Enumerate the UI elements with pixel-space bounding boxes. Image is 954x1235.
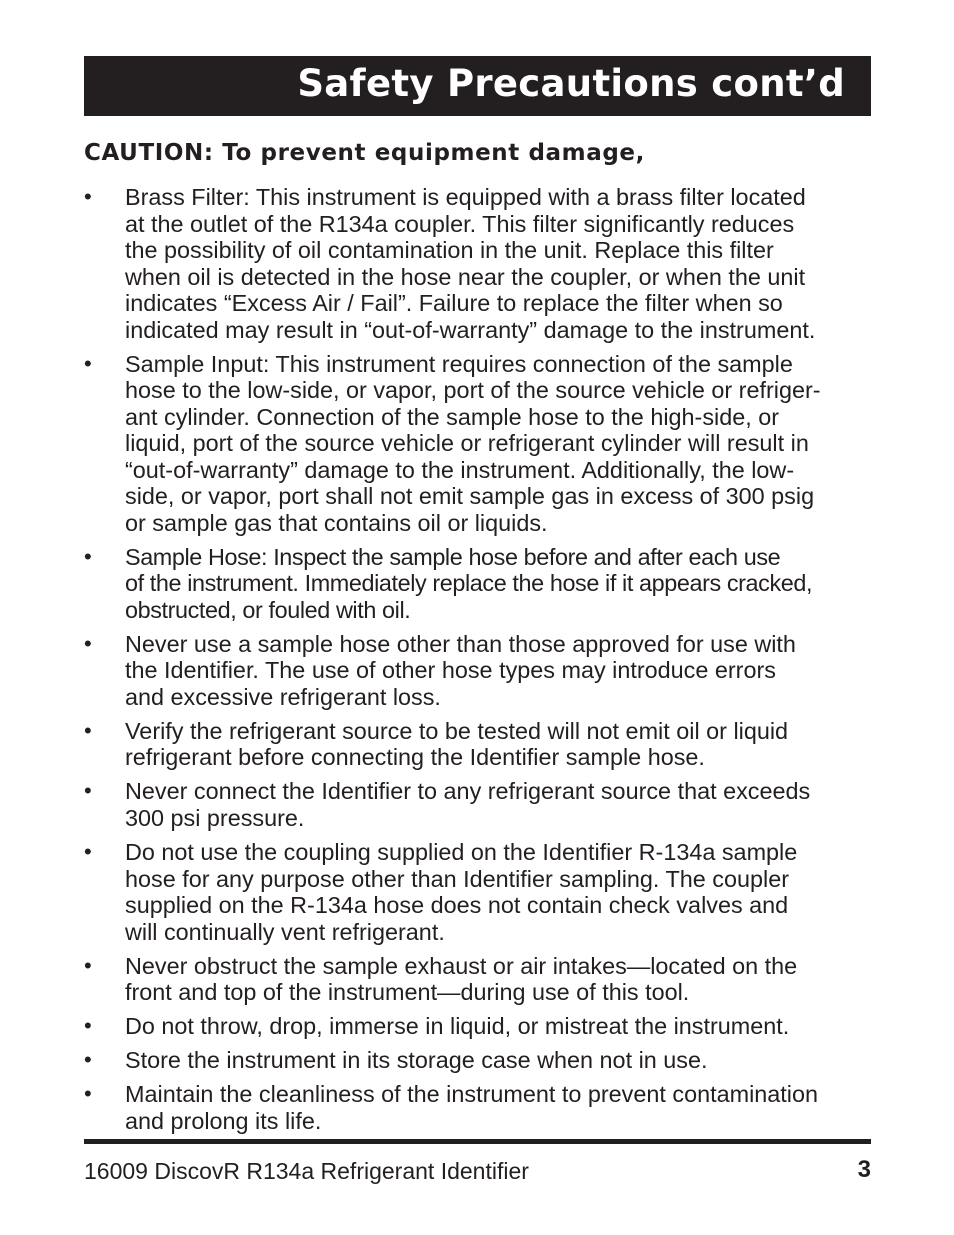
text-line: hose for any purpose other than Identifier sampling. The coupler (125, 865, 790, 892)
bullet-icon: • (84, 184, 92, 209)
page-title: Safety Precautions cont’d (297, 62, 845, 105)
bullet-icon: • (84, 952, 92, 978)
footer-document-title: 16009 DiscovR R134a Refrigerant Identifier (84, 1158, 529, 1184)
bullet-icon: • (84, 1081, 92, 1107)
text-line: front and top of the instrument—during use of this tool. (125, 979, 690, 1006)
bullet-icon: • (84, 717, 92, 743)
bullet-icon: • (84, 778, 92, 804)
text-line: when oil is detected in the hose near the coupler, or when the unit (125, 263, 806, 290)
text-line: the Identifier. The use of other hose types may introduce errors (125, 657, 776, 684)
text-line: indicated may result in “out-of-warranty” damage to the instrument. (125, 316, 816, 343)
list-item-sample-input (84, 351, 884, 537)
text-line: Verify the refrigerant source to be tested will not emit oil or liquid (125, 717, 789, 744)
text-line: or sample gas that contains oil or liquids. (125, 509, 548, 536)
text-line: ant cylinder. Connection of the sample hose to the high-side, or (125, 403, 780, 430)
text-line: Do not use the coupling supplied on the Identifier R-134a sample (125, 839, 798, 866)
bullet-icon: • (84, 630, 92, 656)
caution-heading: CAUTION: To prevent equipment damage, (84, 140, 645, 166)
precaution-list (84, 184, 884, 1142)
list-item-storage (84, 1047, 884, 1074)
text-line: at the outlet of the R134a coupler. This filter significantly reduces (125, 210, 795, 237)
list-item-text (125, 631, 884, 711)
text-line: Brass Filter: This instrument is equipped with a brass filter located (125, 184, 806, 210)
text-line: Never obstruct the sample exhaust or air intakes—located on the (125, 952, 798, 979)
list-item-text (125, 184, 884, 343)
text-line: Store the instrument in its storage case when not in use. (125, 1047, 708, 1074)
text-line: indicates “Excess Air / Fail”. Failure to replace the filter when so (125, 290, 783, 316)
list-item-verify-source (84, 718, 884, 771)
text-line: liquid, port of the source vehicle or refrigerant cylinder will result in (125, 430, 809, 457)
text-line: obstructed, or fouled with oil. (125, 596, 411, 623)
list-item-text (125, 351, 884, 537)
text-line: of the instrument. Immediately replace the hose if it appears cracked, (125, 570, 813, 597)
text-line: supplied on the R-134a hose does not contain check valves and (125, 892, 789, 919)
list-item-exhaust (84, 953, 884, 1006)
bullet-icon: • (84, 839, 92, 865)
text-line: will continually vent refrigerant. (125, 918, 445, 945)
text-line: hose to the low-side, or vapor, port of the source vehicle or refriger- (125, 377, 821, 404)
text-line: the possibility of oil contamination in the unit. Replace this filter (125, 237, 774, 263)
text-line: and prolong its life. (125, 1107, 322, 1134)
text-line: side, or vapor, port shall not emit sample gas in excess of 300 psig (125, 483, 815, 510)
list-item-text (125, 544, 884, 624)
text-line: Sample Input: This instrument requires connection of the sample (125, 350, 793, 377)
list-item-text (125, 839, 884, 945)
page-number: 3 (857, 1156, 871, 1183)
text-line: “out-of-warranty” damage to the instrument. Additionally, the low- (125, 456, 795, 483)
list-item-cleanliness (84, 1081, 884, 1134)
text-line: Do not throw, drop, immerse in liquid, or mistreat the instrument. (125, 1013, 790, 1040)
list-item-text (125, 778, 884, 831)
bullet-icon: • (84, 350, 92, 376)
text-line: Never use a sample hose other than those approved for use with (125, 630, 796, 657)
list-item-text (125, 1047, 884, 1074)
list-item-handling (84, 1013, 884, 1040)
bullet-icon: • (84, 1047, 92, 1073)
text-line: refrigerant before connecting the Identifier sample hose. (125, 744, 705, 771)
title-bar (84, 56, 871, 116)
text-line: and excessive refrigerant loss. (125, 683, 441, 710)
list-item-approved-hose (84, 631, 884, 711)
list-item-text (125, 1013, 884, 1040)
bullet-icon: • (84, 1013, 92, 1039)
list-item-brass-filter (84, 184, 884, 343)
list-item-sample-hose (84, 544, 884, 624)
list-item-text (125, 953, 884, 1006)
list-item-coupling (84, 839, 884, 945)
list-item-pressure-limit (84, 778, 884, 831)
text-line: Maintain the cleanliness of the instrument to prevent contamination (125, 1081, 819, 1108)
list-item-text (125, 718, 884, 771)
text-line: Sample Hose: Inspect the sample hose before and after each use (125, 543, 781, 570)
text-line: 300 psi pressure. (125, 804, 305, 831)
list-item-text (125, 1081, 884, 1134)
text-line: Never connect the Identifier to any refrigerant source that exceeds (125, 778, 811, 805)
footer-divider (84, 1139, 871, 1144)
bullet-icon: • (84, 543, 92, 569)
